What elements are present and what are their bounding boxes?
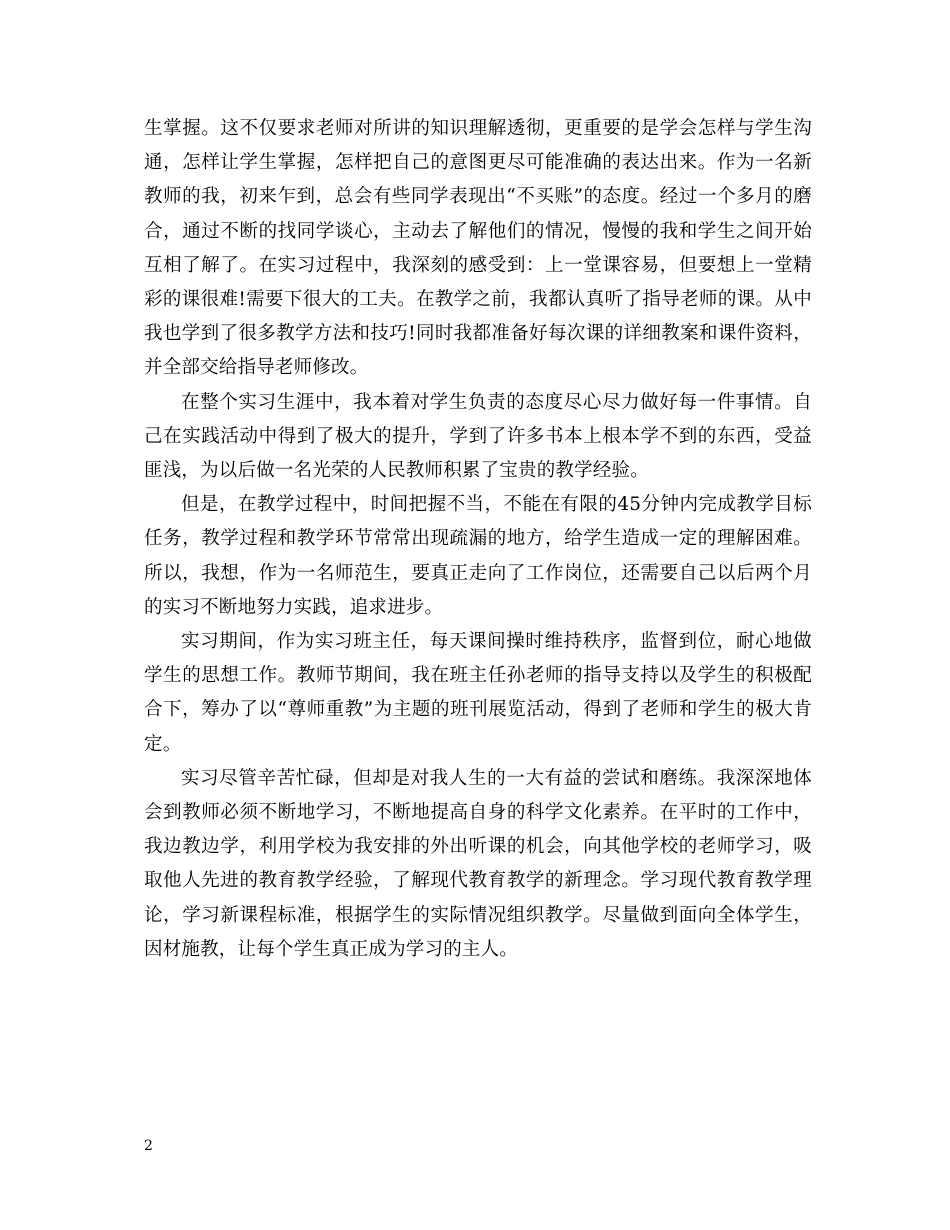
paragraph-3: 但是，在教学过程中，时间把握不当，不能在有限的45分钟内完成教学目标任务，教学过程和教学环节常常出现疏漏的地方，给学生造成一定的理解困难。所以，我想，作为一名师范生，要真正走向了工作岗位，还需要自己以后两个月的实习不断地努力实践，追求进步。 — [144, 494, 812, 618]
paragraph-4: 实习期间，作为实习班主任，每天课间操时维持秩序，监督到位，耐心地做学生的思想工作。教师节期间，我在班主任孙老师的指导支持以及学生的积极配合下，筹办了以“尊师重教”为主题的班刊展览活动，得到了老师和学生的极大肯定。 — [144, 631, 812, 755]
paragraph-1: 生掌握。这不仅要求老师对所讲的知识理解透彻，更重要的是学会怎样与学生沟通，怎样让学生掌握，怎样把自己的意图更尽可能准确的表达出来。作为一名新教师的我，初来乍到，总会有些同学表现出“不买账”的态度。经过一个多月的磨合，通过不断的找同学谈心，主动去了解他们的情况，慢慢的我和学生之间开始互相了解了。在实习过程中，我深刻的感受到：上一堂课容易，但要想上一堂精彩的课很难!需要下很大的工夫。在教学之前，我都认真听了指导老师的课。从中我也学到了很多教学方法和技巧!同时我都准备好每次课的详细教案和课件资料，并全部交给指导老师修改。 — [144, 118, 812, 379]
paragraph-2: 在整个实习生涯中，我本着对学生负责的态度尽心尽力做好每一件事情。自己在实践活动中得到了极大的提升，学到了许多书本上根本学不到的东西，受益匪浅，为以后做一名光荣的人民教师积累了宝贵的教学经验。 — [144, 391, 812, 482]
page-number: 2 — [144, 1138, 153, 1154]
body-text — [144, 112, 812, 967]
paragraph-5: 实习尽管辛苦忙碌，但却是对我人生的一大有益的尝试和磨练。我深深地体会到教师必须不断地学习，不断地提高自身的科学文化素养。在平时的工作中，我边教边学，利用学校为我安排的外出听课的机会，向其他学校的老师学习，吸取他人先进的教育教学经验，了解现代教育教学的新理念。学习现代教育教学理论，学习新课程标准，根据学生的实际情况组织教学。尽量做到面向全体学生，因材施教，让每个学生真正成为学习的主人。 — [144, 767, 812, 960]
